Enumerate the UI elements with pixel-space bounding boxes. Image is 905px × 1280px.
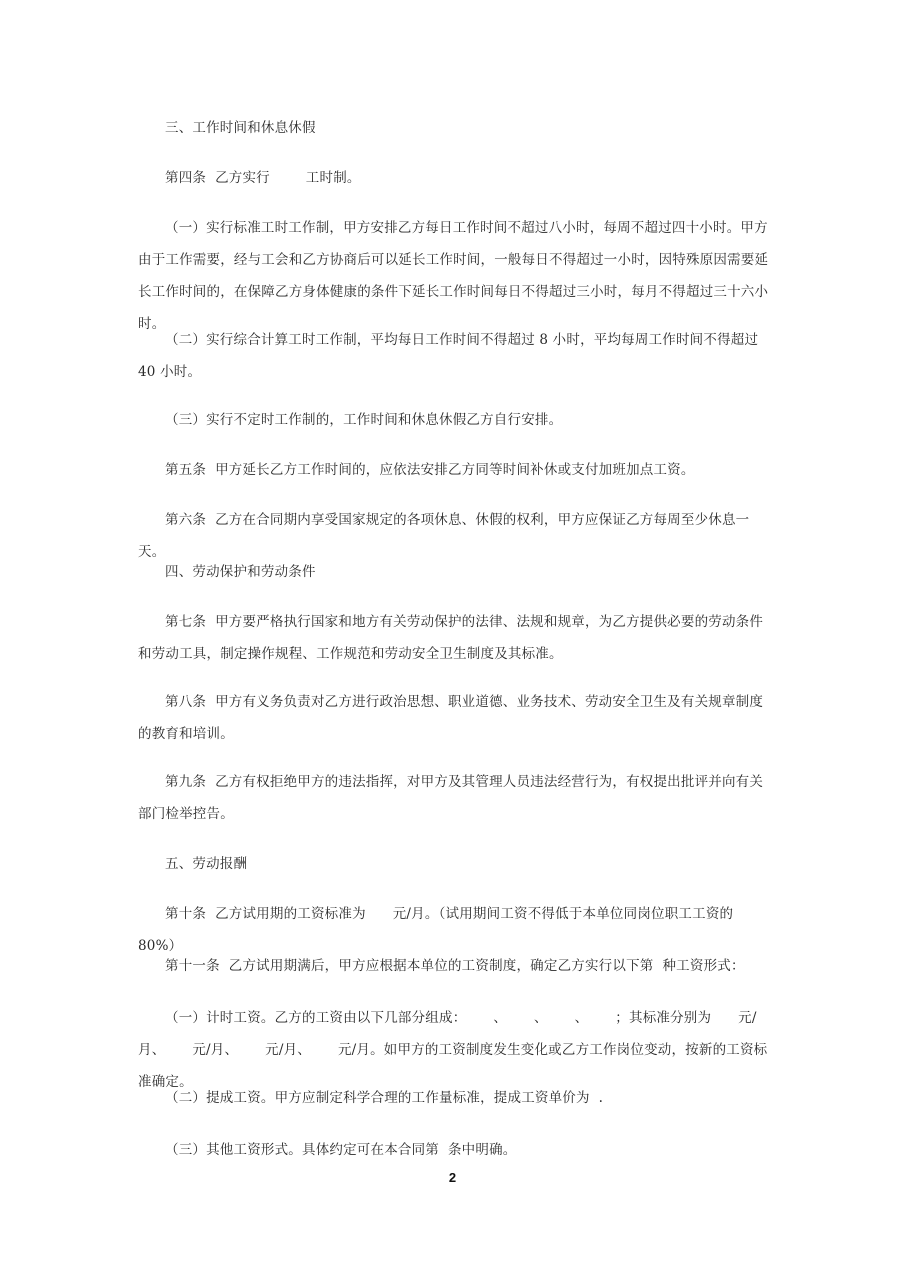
clause-paragraph: （一）计时工资。乙方的工资由以下几部分组成： 、 、 、 ；其标准分别为 元/月、 元/月、 元/月、 元/月。如甲方的工资制度发生变化或乙方工作岗位变动，按新的工资标准确定。 [138,1010,768,1090]
clause-paragraph: 第八条 甲方有义务负责对乙方进行政治思想、职业道德、业务技术、劳动安全卫生及有关规章制度的教育和培训。 [138,694,764,742]
clause-paragraph: （二）实行综合计算工时工作制，平均每日工作时间不得超过 8 小时，平均每周工作时间不得超过 40 小时。 [138,332,763,380]
clause-paragraph: （二）提成工资。甲方应制定科学合理的工作量标准，提成工资单价为 . [165,1090,604,1106]
section-heading: 三、工作时间和休息休假 [165,120,316,136]
clause-paragraph: 第四条 乙方实行 工时制。 [165,170,361,186]
clause-paragraph: （三）实行不定时工作制的，工作时间和休息休假乙方自行安排。 [165,412,563,428]
section-heading: 四、劳动保护和劳动条件 [165,564,316,580]
clause-paragraph: （一）实行标准工时工作制，甲方安排乙方每日工作时间不超过八小时，每周不超过四十小时。甲方由于工作需要，经与工会和乙方协商后可以延长工作时间，一般每日不得超过一小时，因特殊原因需要延长工作时间的，在保障乙方身体健康的条件下延长工作时间每日不得超过三小时，每月不得超过三十六小时。 [138,220,769,332]
clause-paragraph: 第十条 乙方试用期的工资标准为 元/月。（试用期间工资不得低于本单位同岗位职工工资的 80%） [138,906,738,954]
clause-paragraph: 第五条 甲方延长乙方工作时间的，应依法安排乙方同等时间补休或支付加班加点工资。 [165,462,695,478]
clause-paragraph: 第七条 甲方要严格执行国家和地方有关劳动保护的法律、法规和规章，为乙方提供必要的劳动条件和劳动工具，制定操作规程、工作规范和劳动安全卫生制度及其标准。 [138,614,764,662]
section-heading: 五、劳动报酬 [165,856,248,872]
clause-paragraph: 第十一条 乙方试用期满后，甲方应根据本单位的工资制度，确定乙方实行以下第 种工资形式： [165,958,745,974]
clause-paragraph: （三）其他工资形式。具体约定可在本合同第 条中明确。 [165,1142,517,1158]
clause-paragraph: 第六条 乙方在合同期内享受国家规定的各项休息、休假的权利，甲方应保证乙方每周至少休息一天。 [138,512,750,560]
page-number: 2 [448,1170,457,1185]
clause-paragraph: 第九条 乙方有权拒绝甲方的违法指挥，对甲方及其管理人员违法经营行为，有权提出批评并向有关部门检举控告。 [138,774,764,822]
